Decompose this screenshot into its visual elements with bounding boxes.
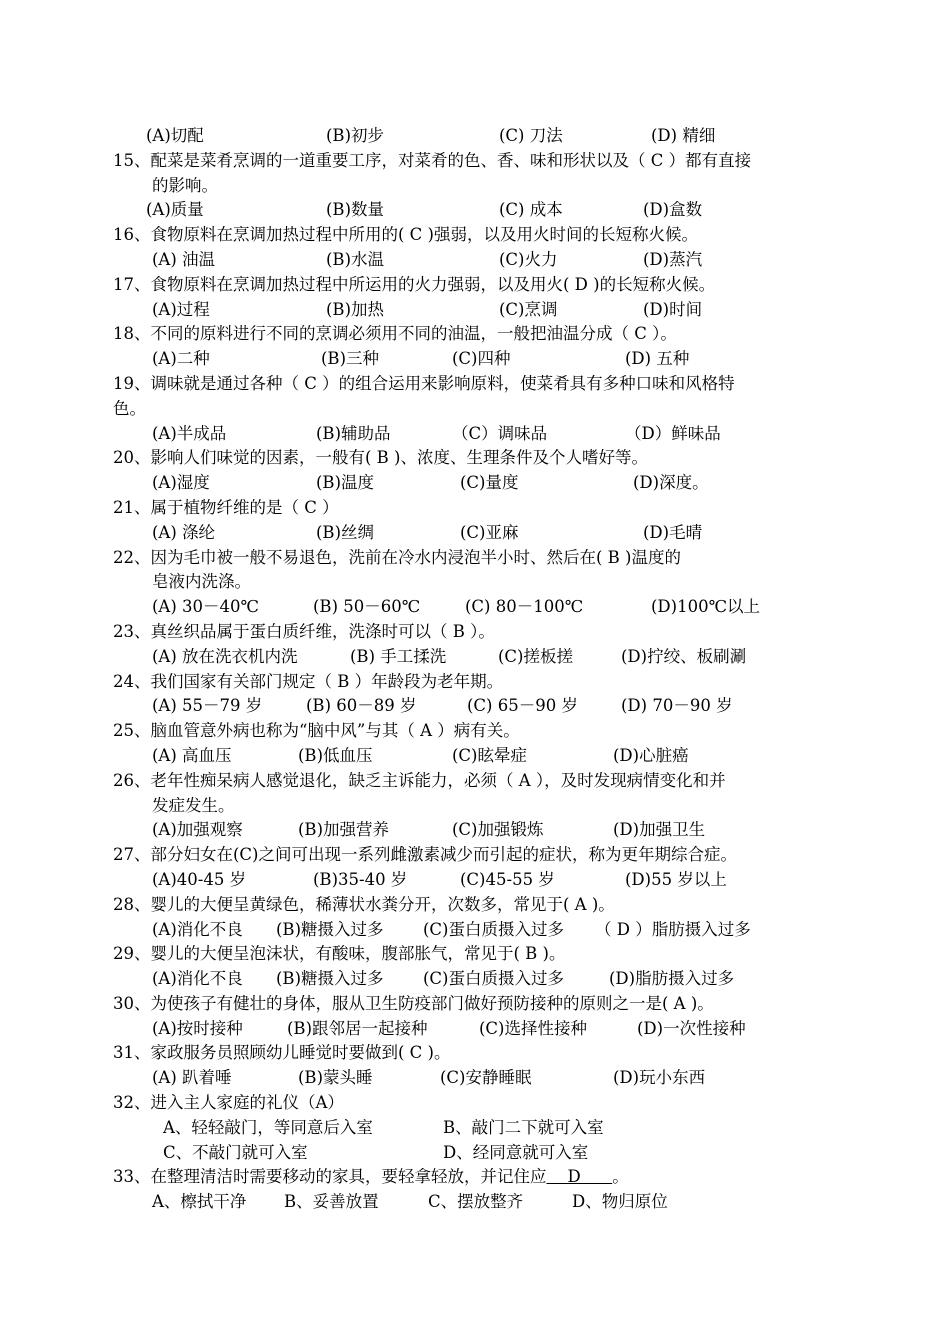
answer-option: B、妥善放置 (284, 1192, 379, 1212)
answer-options (113, 818, 853, 843)
question-continuation: 的影响。 (152, 175, 218, 195)
answer-options (113, 918, 853, 943)
question-continuation: 发症发生。 (152, 795, 235, 815)
answer-options (113, 967, 853, 992)
answer-option: D、物归原位 (572, 1192, 668, 1212)
answer-options (113, 198, 853, 223)
answer-options (113, 347, 853, 372)
answer-option: (A)按时接种 (152, 1018, 243, 1038)
answer-options (113, 744, 853, 769)
answer-option: (D)玩小东西 (613, 1068, 706, 1088)
question-line: 20、影响人们味觉的因素，一般有( B )、浓度、生理条件及个人嗜好等。 (113, 448, 648, 468)
answer-option: C、摆放整齐 (428, 1192, 524, 1212)
answer-option: (A)半成品 (152, 423, 227, 443)
question-line: 17、食物原料在烹调加热过程中所运用的火力强弱，以及用火( D )的长短称火候。 (113, 274, 716, 294)
question-line: 24、我们国家有关部门规定（ B ）年龄段为老年期。 (113, 671, 504, 691)
answer-option: (D)时间 (643, 299, 703, 319)
question-line: 30、为使孩子有健壮的身体，服从卫生防疫部门做好预防接种的原则之一是( A )。 (113, 993, 714, 1013)
question-line: 15、配菜是菜肴烹调的一道重要工序，对菜肴的色、香、味和形状以及（ C ）都有直接 (113, 150, 752, 170)
answer-option: (D)加强卫生 (613, 820, 706, 840)
answer-option: (A)过程 (152, 299, 210, 319)
question-text-end: 。 (612, 1167, 629, 1187)
answer-option: (D)脂肪摄入过多 (609, 969, 735, 989)
answer-option: (A) 趴着唾 (152, 1068, 232, 1088)
answer-options (113, 124, 853, 149)
answer-option: (C)蛋白质摄入过多 (423, 919, 564, 939)
answer-option: （D）鲜味品 (625, 423, 721, 443)
answer-options (113, 645, 853, 670)
answer-option: (A) 高血压 (152, 745, 232, 765)
answer-option: (C)搓板搓 (498, 646, 573, 666)
answer-options (113, 1141, 853, 1166)
question-line: 28、婴儿的大便呈黄绿色，稀薄状水粪分开，次数多，常见于( A )。 (113, 894, 615, 914)
answer-options (113, 1116, 853, 1141)
answer-option: (A)二种 (152, 349, 210, 369)
answer-option: D、经同意就可入室 (443, 1142, 589, 1162)
question-line (113, 1165, 853, 1190)
answer-option: (A)湿度 (152, 473, 210, 493)
question-line: 22、因为毛巾被一般不易退色，洗前在冷水内浸泡半小时、然后在( B )温度的 (113, 547, 681, 567)
answer-options (113, 298, 853, 323)
answer-option: (C)选择性接种 (479, 1018, 587, 1038)
answer-option: (D)100℃以上 (651, 597, 761, 617)
answer-option: (B)低血压 (298, 745, 373, 765)
answer-options (113, 1066, 853, 1091)
answer-options (113, 694, 853, 719)
answer-option: (C) 80－100℃ (465, 597, 584, 617)
answer-option: (B)蒙头睡 (298, 1068, 373, 1088)
answer-option: (A) 放在洗衣机内洗 (152, 646, 298, 666)
answer-option: (A) 30－40℃ (152, 597, 259, 617)
question-line: 16、食物原料在烹调加热过程中所用的( C )强弱，以及用火时间的长短称火候。 (113, 225, 698, 245)
answer-option: (B)水温 (326, 249, 384, 269)
answer-option: (C)眩晕症 (452, 745, 527, 765)
question-line: 32、进入主人家庭的礼仪（A） (113, 1093, 344, 1113)
answer-option: (D)一次性接种 (637, 1018, 746, 1038)
answer-option: (C) 刀法 (499, 126, 563, 145)
question-line: 25、脑血管意外病也称为“脑中风”与其（ A ）病有关。 (113, 721, 520, 741)
question-line: 18、不同的原料进行不同的烹调必须用不同的油温，一般把油温分成（ C ）。 (113, 324, 677, 344)
answer-options (113, 595, 853, 620)
answer-blank: D (546, 1167, 613, 1187)
answer-option: (D) 精细 (651, 126, 716, 145)
answer-option: (B)数量 (326, 200, 384, 220)
answer-option: (D)心脏癌 (613, 745, 689, 765)
answer-option: (A) 涤纶 (152, 522, 216, 542)
answer-option: C、不敲门就可入室 (163, 1142, 308, 1162)
answer-option: (C)量度 (460, 473, 519, 493)
question-line: 31、家政服务员照顾幼儿睡觉时要做到( C )。 (113, 1043, 451, 1063)
answer-option: (A) 55－79 岁 (152, 696, 263, 716)
answer-option: (B)辅助品 (316, 423, 391, 443)
answer-option: A、轻轻敲门，等同意后入室 (163, 1117, 373, 1137)
answer-option: (B)35-40 岁 (313, 869, 408, 889)
answer-options (113, 868, 853, 893)
answer-option: (B)初步 (326, 126, 384, 145)
answer-option: (A)切配 (146, 126, 204, 145)
answer-option: (B) 60－89 岁 (306, 696, 417, 716)
answer-option: (C)火力 (499, 249, 558, 269)
answer-option: (B)温度 (316, 473, 374, 493)
answer-option: (C) 65－90 岁 (467, 696, 578, 716)
answer-options (113, 521, 853, 546)
answer-option: (B)糖摄入过多 (276, 919, 384, 939)
answer-option: (B)加强营养 (298, 820, 389, 840)
question-line: 23、真丝织品属于蛋白质纤维，洗涤时可以（ B ）。 (113, 621, 495, 641)
answer-options (113, 471, 853, 496)
answer-option: (A)消化不良 (152, 969, 243, 989)
question-line: 19、调味就是通过各种（ C ）的组合运用来影响原料，使菜肴具有多种口味和风格特 (113, 373, 735, 393)
answer-options (113, 1017, 853, 1042)
answer-option: (D)毛晴 (643, 522, 703, 542)
answer-option: A、檫拭干净 (152, 1192, 247, 1212)
answer-option: (D) 70－90 岁 (621, 696, 733, 716)
answer-option: (A)质量 (146, 200, 204, 220)
answer-option: (D)拧绞、板刷涮 (621, 646, 747, 666)
answer-option: (A)40-45 岁 (152, 869, 247, 889)
answer-option: (C)安静睡眠 (440, 1068, 532, 1088)
answer-option: (B)加热 (326, 299, 384, 319)
answer-option: (B)三种 (321, 349, 379, 369)
answer-option: (D) 五种 (625, 349, 690, 369)
answer-option: (B)丝绸 (316, 522, 374, 542)
answer-option: (B) 50－60℃ (313, 597, 421, 617)
answer-option: (C)亚麻 (460, 522, 519, 542)
document-page (113, 124, 853, 1215)
answer-option: (C) 成本 (499, 200, 563, 220)
answer-option: (C)45-55 岁 (460, 869, 555, 889)
question-continuation: 色。 (113, 398, 146, 418)
answer-options (113, 1190, 853, 1215)
answer-option: (D)深度。 (633, 473, 709, 493)
question-line: 29、婴儿的大便呈泡沫状，有酸味，腹部胀气，常见于( B )。 (113, 944, 566, 964)
answer-option: (C)四种 (452, 349, 511, 369)
answer-option: B、敲门二下就可入室 (443, 1117, 604, 1137)
answer-option: (B)跟邻居一起接种 (287, 1018, 428, 1038)
question-text: 33、在整理清洁时需要移动的家具，要轻拿轻放，并记住应 (113, 1167, 547, 1187)
answer-option: (C)烹调 (499, 299, 558, 319)
answer-option: (C)蛋白质摄入过多 (423, 969, 564, 989)
answer-option: (A)消化不良 (152, 919, 243, 939)
answer-options (113, 248, 853, 273)
question-line: 27、部分妇女在(C)之间可出现一系列雌激素减少而引起的症状，称为更年期综合症。 (113, 845, 737, 865)
question-continuation: 皂液内洗涤。 (152, 572, 251, 592)
answer-option: (B)糖摄入过多 (276, 969, 384, 989)
answer-option: （ D ）脂肪摄入过多 (595, 919, 751, 939)
answer-option: (A) 油温 (152, 249, 216, 269)
question-line: 26、老年性痴呆病人感觉退化，缺乏主诉能力，必须（ A ），及时发现病情变化和并 (113, 770, 726, 790)
answer-option: (C)加强锻炼 (452, 820, 544, 840)
answer-option: (D)蒸汽 (643, 249, 703, 269)
answer-options (113, 422, 853, 447)
question-line: 21、属于植物纤维的是（ C ） (113, 497, 339, 517)
answer-option: (D)55 岁以上 (625, 869, 727, 889)
answer-option: (D)盒数 (643, 200, 703, 220)
answer-option: (A)加强观察 (152, 820, 243, 840)
answer-option: (B) 手工揉洗 (350, 646, 447, 666)
answer-option: （C）调味品 (452, 423, 548, 443)
